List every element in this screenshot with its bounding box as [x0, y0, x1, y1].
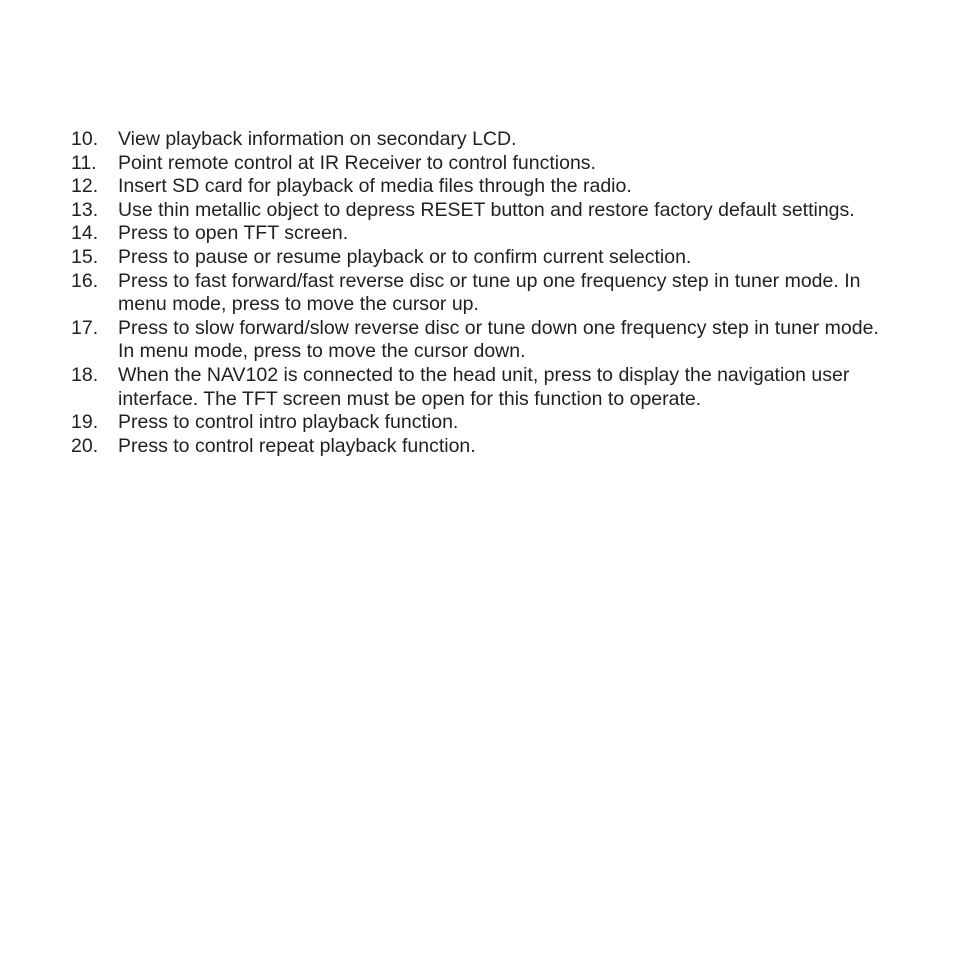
item-text: Press to open TFT screen.	[118, 222, 349, 245]
item-text: Use thin metallic object to depress RESET button and restore factory default settings.	[118, 198, 855, 221]
list-item	[71, 246, 891, 270]
item-number: 19.	[71, 411, 99, 434]
item-text: Press to control intro playback function.	[118, 411, 459, 434]
item-text: View playback information on secondary LCD.	[118, 128, 517, 150]
item-number: 17.	[71, 316, 99, 339]
item-number: 12.	[71, 175, 99, 198]
list-item	[71, 435, 891, 459]
item-text: When the NAV102 is connected to the head unit, press to display the navigation user interface. The TFT screen must be open for this function to operate.	[118, 363, 850, 410]
list-item	[71, 411, 891, 435]
list-item	[71, 175, 891, 199]
list-item	[71, 364, 891, 411]
item-text: Press to slow forward/slow reverse disc or tune down one frequency step in tuner mode. In menu mode, press to move the cursor down.	[118, 316, 879, 363]
item-text: Press to fast forward/fast reverse disc or tune up one frequency step in tuner mode. In menu mode, press to move the cursor up.	[118, 269, 861, 316]
item-number: 20.	[71, 434, 99, 457]
item-number: 15.	[71, 245, 99, 268]
item-number: 13.	[71, 198, 99, 221]
list-item	[71, 222, 891, 246]
instruction-list	[71, 128, 891, 458]
list-item	[71, 317, 891, 364]
item-number: 10.	[71, 128, 99, 150]
item-text: Press to pause or resume playback or to confirm current selection.	[118, 245, 692, 268]
item-number: 18.	[71, 363, 99, 386]
list-item	[71, 270, 891, 317]
item-text: Insert SD card for playback of media files through the radio.	[118, 175, 632, 198]
item-number: 14.	[71, 222, 99, 245]
list-item	[71, 128, 891, 152]
list-item	[71, 199, 891, 223]
item-number: 16.	[71, 269, 99, 292]
item-number: 11.	[71, 151, 97, 174]
item-text: Point remote control at IR Receiver to control functions.	[118, 151, 596, 174]
item-text: Press to control repeat playback function.	[118, 434, 476, 457]
list-item	[71, 152, 891, 176]
